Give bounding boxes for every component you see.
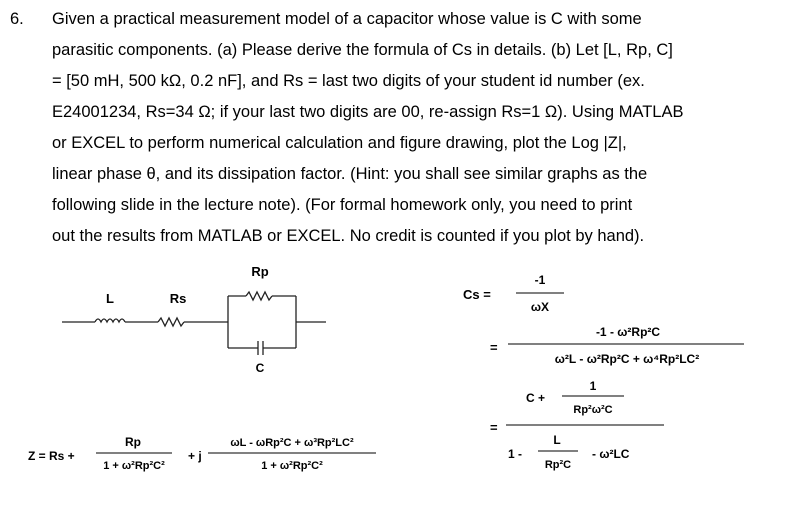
- cs-f2-den: ω²L - ω²Rp²C + ω⁴Rp²LC²: [554, 352, 700, 366]
- question-number: 6.: [10, 10, 24, 28]
- question-line: parasitic components. (a) Please derive the formula of Cs in details. (b) Let [L, Rp, C]: [52, 41, 673, 59]
- z-plus-j: + j: [188, 449, 202, 463]
- question-line: linear phase θ, and its dissipation factor. (Hint: you shall see similar graphs as the: [52, 165, 648, 183]
- cs-eq2: =: [490, 340, 498, 355]
- cs-f3-num-den: Rp²ω²C: [573, 404, 613, 416]
- label-l: L: [106, 291, 114, 306]
- cs-f3-den-rpc: Rp²C: [544, 459, 572, 471]
- question-line: out the results from MATLAB or EXCEL. No credit is counted if you plot by hand).: [52, 227, 645, 245]
- cs-f3-den-one: 1 -: [508, 447, 523, 461]
- cs-equation: [463, 273, 744, 471]
- z-frac1-num: Rp: [125, 435, 141, 449]
- question-text: [52, 4, 772, 252]
- z-frac2-den: 1 + ω²Rp²C²: [261, 460, 323, 472]
- cs-lhs: Cs =: [463, 287, 491, 302]
- cs-f3-den-l: L: [553, 433, 561, 447]
- cs-f3-num-c: C +: [526, 391, 546, 405]
- label-rp: Rp: [251, 264, 269, 279]
- cs-f1-den: ωX: [530, 300, 550, 314]
- question-line: or EXCEL to perform numerical calculation and figure drawing, plot the Log |Z|,: [52, 134, 627, 152]
- rp-resistor-symbol: [246, 292, 272, 300]
- z-frac1-den: 1 + ω²Rp²C²: [103, 460, 165, 472]
- question-line: E24001234, Rs=34 Ω; if your last two digits are 00, re-assign Rs=1 Ω). Using MATLAB: [52, 103, 684, 121]
- cs-f2-num: -1 - ω²Rp²C: [595, 325, 661, 339]
- rs-resistor-symbol: [158, 318, 184, 326]
- question-line: following slide in the lecture note). (For formal homework only, you need to print: [52, 196, 633, 214]
- question-line: Given a practical measurement model of a capacitor whose value is C with some: [52, 10, 642, 28]
- cs-eq3: =: [490, 420, 498, 435]
- z-lhs: Z = Rs +: [28, 449, 75, 463]
- label-c: C: [255, 361, 265, 375]
- cs-f1-num: -1: [534, 273, 546, 287]
- cs-f3-num-one: 1: [589, 379, 597, 393]
- label-rs: Rs: [169, 291, 187, 306]
- z-frac2-num: ωL - ωRp²C + ω³Rp²LC²: [230, 437, 354, 449]
- cs-f3-den-tail: - ω²LC: [592, 447, 630, 461]
- question-line: = [50 mH, 500 kΩ, 0.2 nF], and Rs = last two digits of your student id number (ex.: [52, 72, 645, 90]
- z-equation: [28, 435, 376, 472]
- inductor-symbol: [95, 319, 125, 322]
